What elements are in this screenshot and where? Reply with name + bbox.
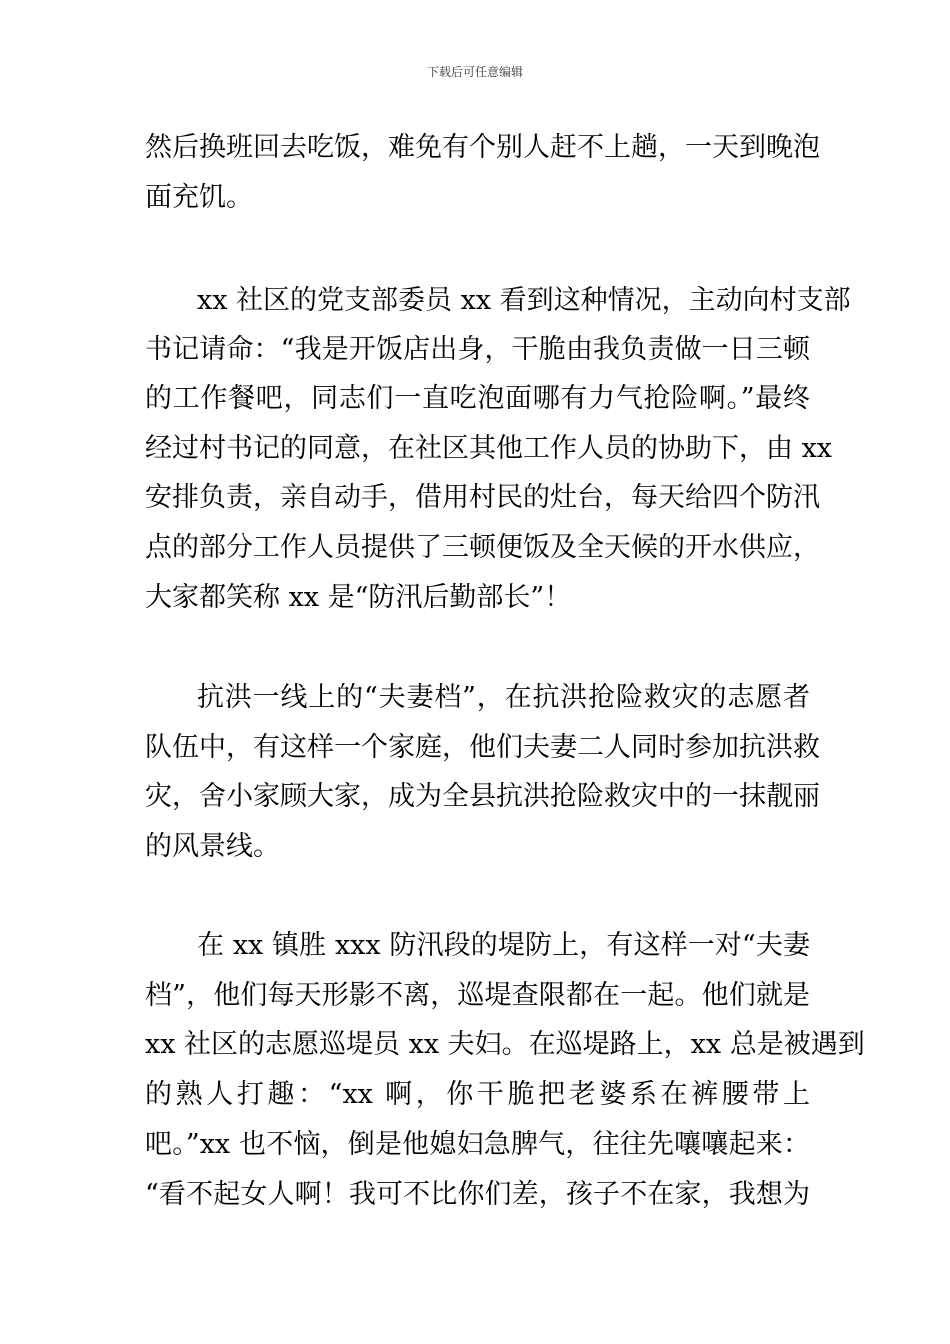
paragraph-4-line-3: xx 社区的志愿巡堤员 xx 夫妇。在巡堤路上，xx 总是被遇到	[145, 1029, 865, 1060]
paragraph-4-line-2: 档”，他们每天形影不离，巡堤查限都在一起。他们就是	[145, 980, 810, 1011]
paragraph-2-line-1: xx 社区的党支部委员 xx 看到这种情况，主动向村支部	[197, 285, 851, 316]
paragraph-3-line-1: 抗洪一线上的“夫妻档”，在抗洪抢险救灾的志愿者	[197, 682, 810, 713]
paragraph-2-line-6: 点的部分工作人员提供了三顿便饭及全天候的开水供应，	[145, 532, 820, 563]
paragraph-4-line-1: 在 xx 镇胜 xxx 防汛段的堤防上，有这样一对“夫妻	[197, 930, 810, 961]
paragraph-3-line-2: 队伍中，有这样一个家庭，他们夫妻二人同时参加抗洪救	[145, 732, 820, 763]
paragraph-4-line-6: “看不起女人啊！我可不比你们差，孩子不在家，我想为	[145, 1179, 810, 1210]
paragraph-1-line-1: 然后换班回去吃饭，难免有个别人赶不上趟，一天到晚泡	[145, 132, 820, 163]
paragraph-3-line-3: 灾，舍小家顾大家，成为全县抗洪抢险救灾中的一抹靓丽	[145, 781, 820, 812]
page-header: 下载后可任意编辑	[426, 65, 523, 79]
paragraph-2-line-7: 大家都笑称 xx 是“防汛后勤部长”！	[145, 582, 572, 613]
paragraph-4-line-5: 吧。”xx 也不恼，倒是他媳妇急脾气，往往先嚷嚷起来：	[145, 1129, 810, 1160]
paragraph-4-line-4: 的熟人打趣：“xx 啊，你干脆把老婆系在裤腰带上	[145, 1079, 810, 1110]
paragraph-2-line-5: 安排负责，亲自动手，借用村民的灶台，每天给四个防汛	[145, 482, 820, 513]
paragraph-2-line-3: 的工作餐吧，同志们一直吃泡面哪有力气抢险啊。”最终	[145, 383, 810, 414]
paragraph-3-line-4: 的风景线。	[145, 831, 280, 862]
paragraph-1-line-2: 面充饥。	[145, 182, 253, 213]
paragraph-2-line-2: 书记请命：“我是开饭店出身，干脆由我负责做一日三顿	[145, 334, 810, 365]
paragraph-2-line-4: 经过村书记的同意，在社区其他工作人员的协助下，由 xx	[145, 433, 833, 464]
